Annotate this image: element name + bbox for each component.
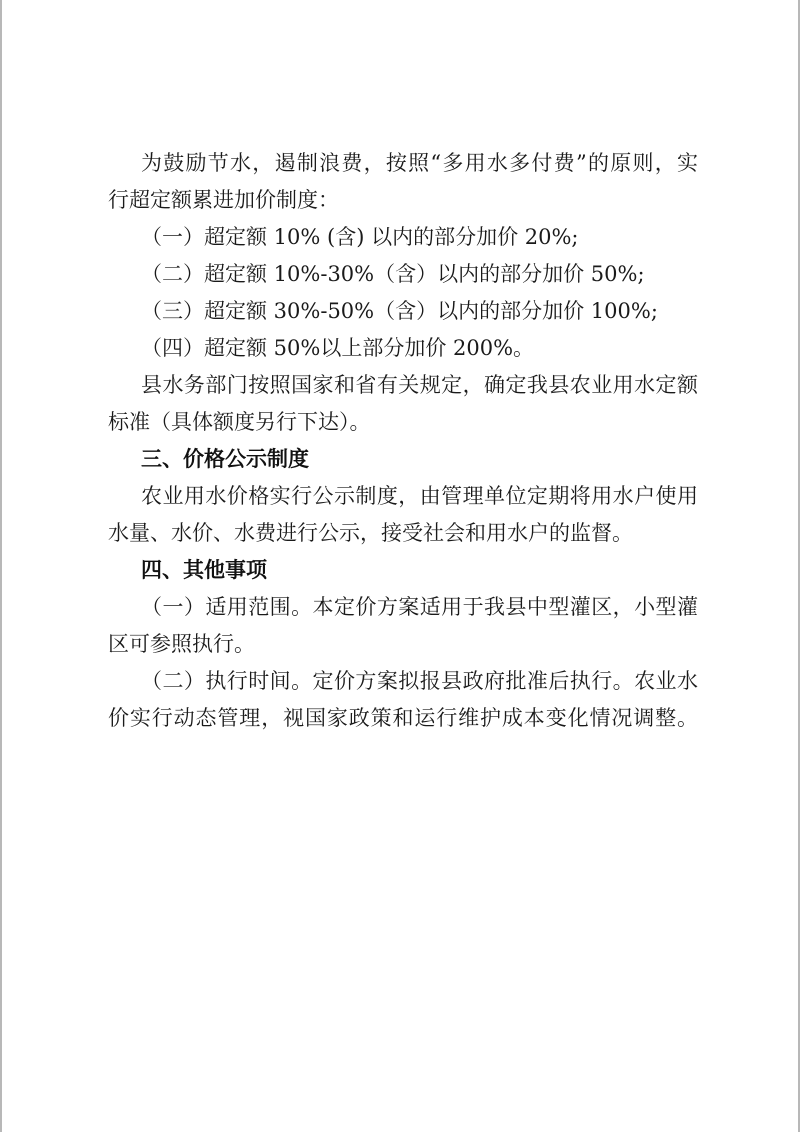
paragraph-line: （二）执行时间。定价方案拟报县政府批准后执行。农业水 xyxy=(141,669,698,693)
paragraph-line: 农业用水价格实行公示制度，由管理单位定期将用水户使用 xyxy=(141,484,698,508)
paragraph-line: 县水务部门按照国家和省有关规定，确定我县农业用水定额 xyxy=(141,373,698,397)
paragraph-line: 价实行动态管理，视国家政策和运行维护成本变化情况调整。 xyxy=(108,706,698,730)
document-body xyxy=(108,145,698,737)
section-heading: 四、其他事项 xyxy=(141,558,267,582)
list-item: （三）超定额 30%-50%（含）以内的部分加价 100%; xyxy=(141,299,658,323)
paragraph-line: 行超定额累进加价制度： xyxy=(108,188,339,212)
list-item: （一）超定额 10% (含) 以内的部分加价 20%; xyxy=(141,225,579,249)
paragraph-line: 为鼓励节水，遏制浪费，按照“多用水多付费”的原则，实 xyxy=(141,151,698,175)
scan-edge-left xyxy=(0,0,2,1132)
paragraph-line: 标准（具体额度另行下达）。 xyxy=(108,410,371,434)
list-item: （二）超定额 10%-30%（含）以内的部分加价 50%; xyxy=(141,262,645,286)
paragraph-line: 区可参照执行。 xyxy=(108,632,255,656)
section-heading: 三、价格公示制度 xyxy=(141,447,309,471)
list-item: （四）超定额 50%以上部分加价 200%。 xyxy=(141,336,535,360)
paragraph-line: 水量、水价、水费进行公示，接受社会和用水户的监督。 xyxy=(108,521,633,545)
paragraph-line: （一）适用范围。本定价方案适用于我县中型灌区，小型灌 xyxy=(141,595,698,619)
